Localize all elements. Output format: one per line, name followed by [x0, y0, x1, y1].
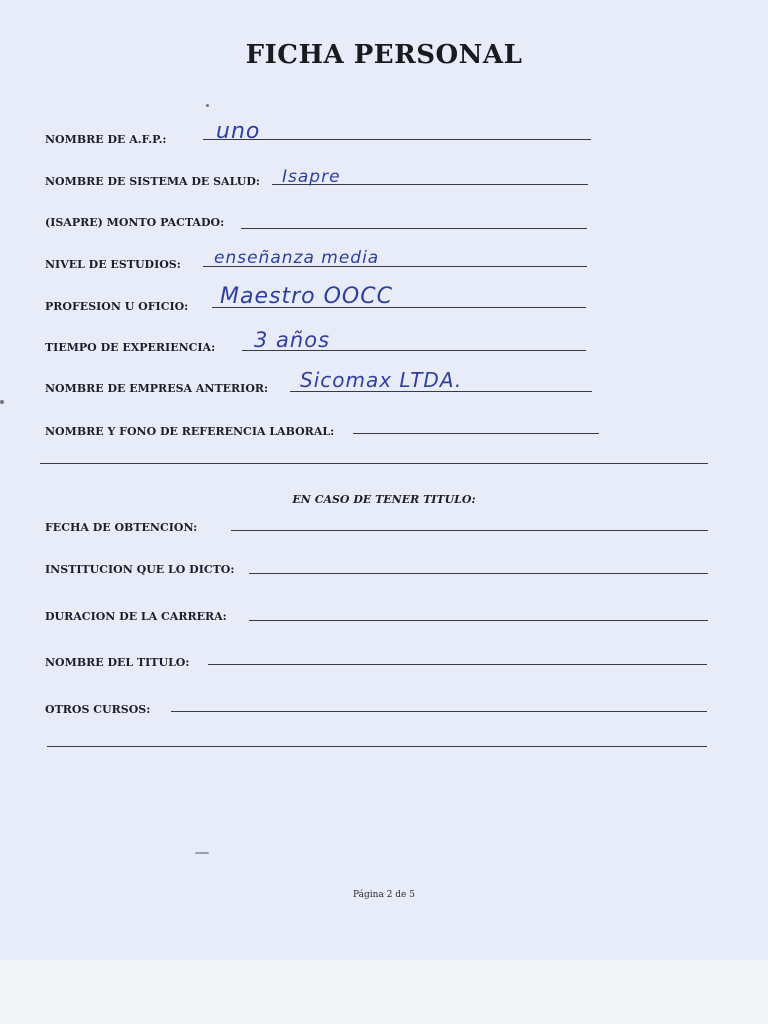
institucion-line — [249, 573, 708, 574]
monto-label: (ISAPRE) MONTO PACTADO: — [45, 216, 225, 229]
estudios-label: NIVEL DE ESTUDIOS: — [45, 258, 181, 271]
speck — [0, 400, 4, 404]
afp-line — [203, 139, 591, 140]
empresa-label: NOMBRE DE EMPRESA ANTERIOR: — [45, 382, 269, 395]
referencia-label: NOMBRE Y FONO DE REFERENCIA LABORAL: — [45, 425, 335, 438]
cursos-line-extra — [47, 746, 707, 747]
form-title: FICHA PERSONAL — [245, 40, 523, 70]
profesion-value[interactable]: Maestro OOCC — [220, 284, 393, 309]
fecha-line — [231, 530, 708, 531]
referencia-line-extra — [40, 463, 708, 464]
cursos-line — [171, 711, 707, 712]
salud-label: NOMBRE DE SISTEMA DE SALUD: — [45, 175, 260, 188]
experiencia-value[interactable]: 3 años — [254, 328, 331, 352]
cursos-label: OTROS CURSOS: — [45, 703, 151, 716]
monto-line — [241, 228, 587, 229]
nombre-titulo-line — [208, 664, 707, 665]
titulo-section-heading: EN CASO DE TENER TITULO: — [292, 493, 476, 506]
scan-background — [0, 960, 768, 1024]
duracion-line — [249, 620, 708, 621]
empresa-value[interactable]: Sicomax LTDA. — [300, 368, 463, 392]
page-number: Página 2 de 5 — [353, 890, 415, 900]
institucion-label: INSTITUCION QUE LO DICTO: — [45, 563, 235, 576]
referencia-line — [353, 433, 599, 434]
estudios-value[interactable]: enseñanza media — [214, 248, 380, 268]
afp-value[interactable]: uno — [216, 119, 261, 144]
fecha-label: FECHA DE OBTENCION: — [45, 521, 198, 534]
duracion-label: DURACION DE LA CARRERA: — [45, 610, 227, 623]
smudge-mark — [195, 852, 209, 854]
salud-value[interactable]: Isapre — [282, 167, 341, 187]
experiencia-label: TIEMPO DE EXPERIENCIA: — [45, 341, 216, 354]
speck — [206, 104, 209, 107]
afp-label: NOMBRE DE A.F.P.: — [45, 133, 167, 146]
profesion-label: PROFESION U OFICIO: — [45, 300, 189, 313]
nombre-titulo-label: NOMBRE DEL TITULO: — [45, 656, 190, 669]
